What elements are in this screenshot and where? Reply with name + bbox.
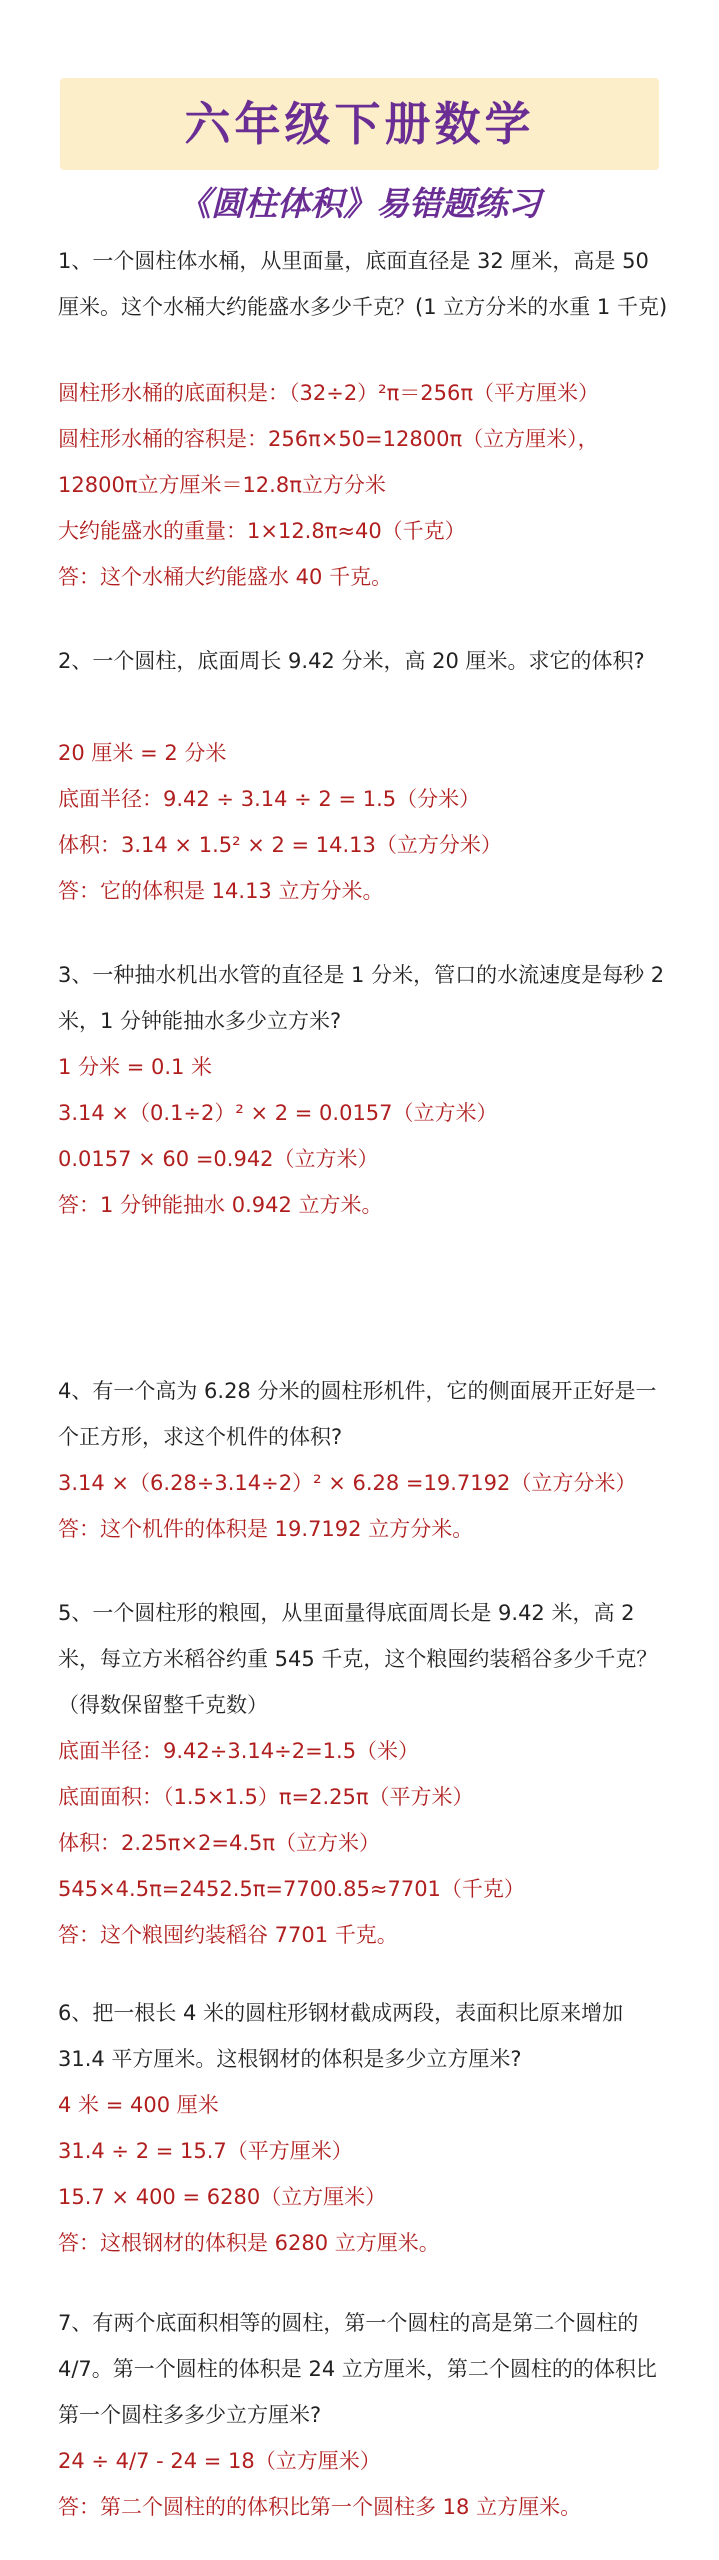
problem-1-answer-line: 12800π立方厘米＝12.8π立方分米 <box>58 473 386 497</box>
problem-2-answer-line: 20 厘米 = 2 分米 <box>58 741 227 765</box>
problem-3-answer-line: 答：1 分钟能抽水 0.942 立方米。 <box>58 1193 383 1217</box>
problem-5-answer-line: 底面面积：（1.5×1.5）π=2.25π（平方米） <box>58 1785 474 1809</box>
problem-2-answer-line: 底面半径：9.42 ÷ 3.14 ÷ 2 = 1.5（分米） <box>58 787 481 811</box>
problem-7-answer-line: 24 ÷ 4/7 - 24 = 18（立方厘米） <box>58 2449 381 2473</box>
problem-1-answer-line: 圆柱形水桶的容积是：256π×50=12800π（立方厘米）， <box>58 427 599 451</box>
problem-1-question: 1、一个圆柱体水桶，从里面量，底面直径是 32 厘米，高是 50 厘米。这个水桶大约能盛水多少千克？(1 立方分米的水重 1 千克) <box>58 249 668 319</box>
problem-6-answer-line: 答：这根钢材的体积是 6280 立方厘米。 <box>58 2231 440 2255</box>
problem-5-answer-line: 体积：2.25π×2=4.5π（立方米） <box>58 1831 380 1855</box>
problem-1-answer-line: 圆柱形水桶的底面积是：（32÷2）²π＝256π（平方厘米） <box>58 381 599 405</box>
problem-5-answer-line: 545×4.5π=2452.5π=7700.85≈7701（千克） <box>58 1877 525 1901</box>
problem-2-answer-line: 体积：3.14 × 1.5² × 2 = 14.13（立方分米） <box>58 833 502 857</box>
problem-3-answer-line: 0.0157 × 60 =0.942（立方米） <box>58 1147 379 1171</box>
page-subtitle: 《圆柱体积》易错题练习 <box>178 184 541 223</box>
problem-1-answer-line: 答：这个水桶大约能盛水 40 千克。 <box>58 565 393 589</box>
problem-5-answer-line: 答：这个粮囤约装稻谷 7701 千克。 <box>58 1923 398 1947</box>
problem-6-answer-line: 4 米 = 400 厘米 <box>58 2093 219 2117</box>
problem-6-answer-line: 31.4 ÷ 2 = 15.7（平方厘米） <box>58 2139 353 2163</box>
problem-3-answer-line: 1 分米 = 0.1 米 <box>58 1055 213 1079</box>
problem-5-answer-line: 底面半径：9.42÷3.14÷2=1.5（米） <box>58 1739 420 1763</box>
problem-4-answer-line: 3.14 ×（6.28÷3.14÷2）² × 6.28 =19.7192（立方分米） <box>58 1471 637 1495</box>
problem-4-question: 4、有一个高为 6.28 分米的圆柱形机件，它的侧面展开正好是一个正方形，求这个机件的体积? <box>58 1379 657 1449</box>
problem-1-answer-line: 大约能盛水的重量：1×12.8π≈40（千克） <box>58 519 466 543</box>
page-title: 六年级下册数学 <box>184 97 535 151</box>
problem-5-question: 5、一个圆柱形的粮囤，从里面量得底面周长是 9.42 米，高 2 米，每立方米稻谷约重 545 千克，这个粮囤约装稻谷多少千克？（得数保留整千克数） <box>58 1601 658 1717</box>
problem-6-question: 6、把一根长 4 米的圆柱形钢材截成两段，表面积比原来增加 31.4 平方厘米。这根钢材的体积是多少立方厘米? <box>58 2001 624 2071</box>
problem-2-answer-line: 答：它的体积是 14.13 立方分米。 <box>58 879 384 903</box>
problem-7-answer-line: 答：第二个圆柱的的体积比第一个圆柱多 18 立方厘米。 <box>58 2495 582 2519</box>
problem-3-question: 3、一种抽水机出水管的直径是 1 分米，管口的水流速度是每秒 2 米，1 分钟能抽水多少立方米? <box>58 963 665 1033</box>
problem-6-answer-line: 15.7 × 400 = 6280（立方厘米） <box>58 2185 387 2209</box>
problem-2-question: 2、一个圆柱，底面周长 9.42 分米，高 20 厘米。求它的体积? <box>58 649 645 673</box>
problem-3-answer-line: 3.14 ×（0.1÷2）² × 2 = 0.0157（立方米） <box>58 1101 498 1125</box>
problem-7-question: 7、有两个底面积相等的圆柱，第一个圆柱的高是第二个圆柱的 4/7。第一个圆柱的体积是 24 立方厘米，第二个圆柱的的体积比第一个圆柱多多少立方厘米? <box>58 2311 657 2427</box>
problem-4-answer-line: 答：这个机件的体积是 19.7192 立方分米。 <box>58 1517 474 1541</box>
